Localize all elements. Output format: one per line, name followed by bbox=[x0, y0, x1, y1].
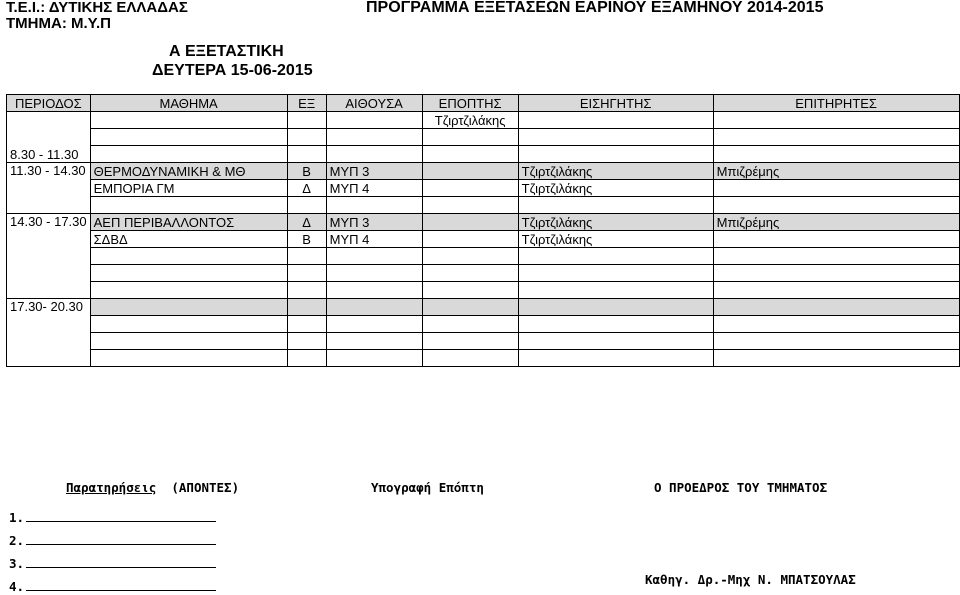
room-cell bbox=[326, 350, 422, 367]
lecturer-cell: Τζιρτζιλάκης bbox=[518, 231, 713, 248]
department-chair-name: Καθηγ. Δρ.-Μηχ Ν. ΜΠΑΤΣΟΥΛΑΣ bbox=[645, 572, 856, 587]
column-header: ΕΞ bbox=[287, 95, 326, 112]
lecturer-cell: Τζιρτζιλάκης bbox=[518, 214, 713, 231]
lecturer-cell bbox=[518, 333, 713, 350]
column-header: ΕΠΙΤΗΡΗΤΕΣ bbox=[713, 95, 959, 112]
course-cell bbox=[90, 316, 287, 333]
supervisor-cell bbox=[422, 146, 518, 163]
room-cell bbox=[326, 265, 422, 282]
supervisor-cell bbox=[422, 231, 518, 248]
lecturer-cell bbox=[518, 350, 713, 367]
absent-label: (ΑΠΟΝΤΕΣ) bbox=[171, 480, 240, 495]
period-cell: 17.30- 20.30 bbox=[7, 299, 91, 367]
course-cell bbox=[90, 282, 287, 299]
semester-cell: Β bbox=[287, 163, 326, 180]
period-cell: 8.30 - 11.30 bbox=[7, 112, 91, 163]
invigilators-cell: Μπιζρέμης bbox=[713, 214, 959, 231]
table-row bbox=[7, 180, 960, 197]
room-cell bbox=[326, 316, 422, 333]
table-row bbox=[7, 231, 960, 248]
remarks-section bbox=[66, 480, 239, 495]
table-row bbox=[7, 214, 960, 231]
room-cell: ΜΥΠ 4 bbox=[326, 180, 422, 197]
lecturer-cell bbox=[518, 146, 713, 163]
course-cell bbox=[90, 350, 287, 367]
supervisor-cell: Τζιρτζιλάκης bbox=[422, 112, 518, 129]
semester-cell: Δ bbox=[287, 214, 326, 231]
invigilators-cell bbox=[713, 197, 959, 214]
table-row bbox=[7, 146, 960, 163]
supervisor-cell bbox=[422, 316, 518, 333]
room-cell bbox=[326, 146, 422, 163]
column-header: ΕΙΣΗΓΗΤΗΣ bbox=[518, 95, 713, 112]
course-cell bbox=[90, 299, 287, 316]
semester-cell bbox=[287, 299, 326, 316]
semester-cell bbox=[287, 248, 326, 265]
absent-line-2: 2. bbox=[9, 533, 216, 548]
room-cell: ΜΥΠ 4 bbox=[326, 231, 422, 248]
semester-cell: Δ bbox=[287, 180, 326, 197]
course-cell bbox=[90, 129, 287, 146]
lecturer-cell bbox=[518, 282, 713, 299]
supervisor-cell bbox=[422, 299, 518, 316]
remarks-label: Παρατηρήσεις bbox=[66, 480, 157, 495]
absent-line-3: 3. bbox=[9, 556, 216, 571]
period-cell: 11.30 - 14.30 bbox=[7, 163, 91, 214]
course-cell bbox=[90, 112, 287, 129]
invigilators-cell bbox=[713, 350, 959, 367]
supervisor-cell bbox=[422, 350, 518, 367]
room-cell: ΜΥΠ 3 bbox=[326, 214, 422, 231]
semester-cell bbox=[287, 129, 326, 146]
table-row bbox=[7, 197, 960, 214]
invigilators-cell bbox=[713, 316, 959, 333]
room-cell bbox=[326, 248, 422, 265]
course-cell: ΑΕΠ ΠΕΡΙΒΑΛΛΟΝΤΟΣ bbox=[90, 214, 287, 231]
invigilators-cell bbox=[713, 129, 959, 146]
invigilators-cell bbox=[713, 282, 959, 299]
lecturer-cell: Τζιρτζιλάκης bbox=[518, 180, 713, 197]
supervisor-cell bbox=[422, 180, 518, 197]
absent-line-1: 1. bbox=[9, 510, 216, 525]
supervisor-cell bbox=[422, 333, 518, 350]
supervisor-cell bbox=[422, 129, 518, 146]
invigilators-cell bbox=[713, 146, 959, 163]
table-row bbox=[7, 129, 960, 146]
column-header: ΕΠΟΠΤΗΣ bbox=[422, 95, 518, 112]
exam-period: Α ΕΞΕΤΑΣΤΙΚΗ bbox=[169, 43, 284, 60]
lecturer-cell bbox=[518, 112, 713, 129]
absent-line-4: 4. bbox=[9, 579, 216, 594]
column-header: ΠΕΡΙΟΔΟΣ bbox=[7, 95, 91, 112]
semester-cell bbox=[287, 316, 326, 333]
supervisor-cell bbox=[422, 163, 518, 180]
column-header: ΜΑΘΗΜΑ bbox=[90, 95, 287, 112]
table-row bbox=[7, 333, 960, 350]
invigilators-cell bbox=[713, 180, 959, 197]
invigilators-cell bbox=[713, 248, 959, 265]
course-cell: ΣΔΒΔ bbox=[90, 231, 287, 248]
table-row bbox=[7, 350, 960, 367]
lecturer-cell bbox=[518, 248, 713, 265]
room-cell bbox=[326, 333, 422, 350]
semester-cell: Β bbox=[287, 231, 326, 248]
semester-cell bbox=[287, 265, 326, 282]
room-cell bbox=[326, 299, 422, 316]
semester-cell bbox=[287, 282, 326, 299]
lecturer-cell bbox=[518, 197, 713, 214]
exam-date: ΔΕΥΤΕΡΑ 15-06-2015 bbox=[152, 62, 313, 79]
institution-name: Τ.Ε.Ι.: ΔΥΤΙΚΗΣ ΕΛΛΑΔΑΣ bbox=[6, 0, 188, 16]
course-cell bbox=[90, 333, 287, 350]
program-title: ΠΡΟΓΡΑΜΜΑ ΕΞΕΤΑΣΕΩΝ ΕΑΡΙΝΟΥ ΕΞΑΜΗΝΟΥ 2014-2015 bbox=[366, 0, 824, 16]
course-cell bbox=[90, 197, 287, 214]
department-name: ΤΜΗΜΑ: Μ.Υ.Π bbox=[6, 15, 111, 32]
room-cell: ΜΥΠ 3 bbox=[326, 163, 422, 180]
lecturer-cell bbox=[518, 265, 713, 282]
lecturer-cell bbox=[518, 129, 713, 146]
column-header: ΑΙΘΟΥΣΑ bbox=[326, 95, 422, 112]
invigilators-cell bbox=[713, 265, 959, 282]
exam-schedule-table bbox=[6, 94, 960, 367]
supervisor-cell bbox=[422, 197, 518, 214]
room-cell bbox=[326, 129, 422, 146]
table-row bbox=[7, 265, 960, 282]
course-cell bbox=[90, 146, 287, 163]
department-chair-label: Ο ΠΡΟΕΔΡΟΣ ΤΟΥ ΤΜΗΜΑΤΟΣ bbox=[654, 480, 828, 495]
table-row bbox=[7, 299, 960, 316]
course-cell: ΘΕΡΜΟΔΥΝΑΜΙΚΗ & ΜΘ bbox=[90, 163, 287, 180]
invigilators-cell bbox=[713, 299, 959, 316]
supervisor-cell bbox=[422, 265, 518, 282]
semester-cell bbox=[287, 112, 326, 129]
semester-cell bbox=[287, 333, 326, 350]
table-row bbox=[7, 163, 960, 180]
semester-cell bbox=[287, 197, 326, 214]
room-cell bbox=[326, 282, 422, 299]
semester-cell bbox=[287, 350, 326, 367]
course-cell bbox=[90, 248, 287, 265]
supervisor-cell bbox=[422, 214, 518, 231]
lecturer-cell bbox=[518, 316, 713, 333]
lecturer-cell bbox=[518, 299, 713, 316]
supervisor-signature-label: Υπογραφή Επόπτη bbox=[371, 480, 484, 495]
invigilators-cell bbox=[713, 333, 959, 350]
period-cell: 14.30 - 17.30 bbox=[7, 214, 91, 299]
supervisor-cell bbox=[422, 282, 518, 299]
table-row bbox=[7, 112, 960, 129]
room-cell bbox=[326, 112, 422, 129]
lecturer-cell: Τζιρτζιλάκης bbox=[518, 163, 713, 180]
invigilators-cell bbox=[713, 231, 959, 248]
course-cell bbox=[90, 265, 287, 282]
invigilators-cell: Μπιζρέμης bbox=[713, 163, 959, 180]
table-row bbox=[7, 316, 960, 333]
semester-cell bbox=[287, 146, 326, 163]
table-row bbox=[7, 282, 960, 299]
table-row bbox=[7, 248, 960, 265]
table-header-row bbox=[7, 95, 960, 112]
room-cell bbox=[326, 197, 422, 214]
course-cell: ΕΜΠΟΡΙΑ ΓΜ bbox=[90, 180, 287, 197]
supervisor-cell bbox=[422, 248, 518, 265]
invigilators-cell bbox=[713, 112, 959, 129]
